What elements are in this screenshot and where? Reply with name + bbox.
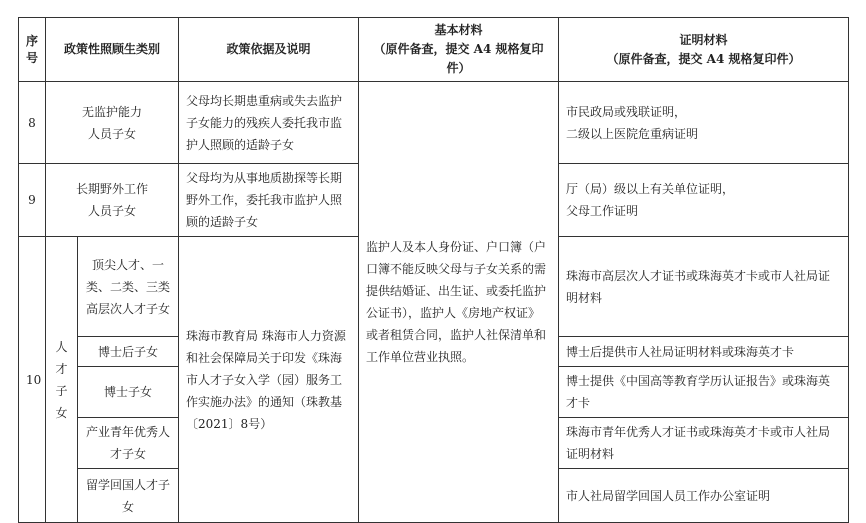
header-proof <box>559 18 849 82</box>
talent-basis: 珠海市教育局 珠海市人力资源和社会保障局关于印发《珠海市人才子女入学（园）服务工作实施办法》的通知（珠教基〔2021〕8号） <box>179 237 359 523</box>
header-basic-sub: （原件备查，提交 A4 规格复印件） <box>373 42 544 75</box>
header-basic-title: 基本材料 <box>434 23 483 37</box>
header-proof-title: 证明材料 <box>679 32 728 47</box>
basic-materials-cell: 监护人及本人身份证、户口簿（户口簿不能反映父母与子女关系的需提供结婚证、出生证、或委托监护公证书），监护人《房地产权证》或者租赁合同，监护人社保清单和工作单位营业执照。 <box>359 82 559 523</box>
row-basis: 父母均长期患重病或失去监护子女能力的残疾人委托我市监护人照顾的适龄子女 <box>179 82 359 164</box>
header-category: 政策性照顾生类别 <box>46 18 179 82</box>
talent-proof: 博士后提供市人社局证明材料或珠海英才卡 <box>559 337 849 367</box>
talent-group-char: 女 <box>55 405 68 420</box>
talent-group-char: 才 <box>55 361 68 376</box>
header-seq <box>19 18 46 82</box>
row-seq: 8 <box>19 82 46 164</box>
talent-proof: 市人社局留学回国人员工作办公室证明 <box>559 469 849 523</box>
row-seq: 9 <box>19 164 46 237</box>
talent-group-label <box>46 237 78 523</box>
talent-proof: 珠海市高层次人才证书或珠海英才卡或市人社局证明材料 <box>559 237 849 337</box>
header-row <box>19 18 849 82</box>
header-seq-bottom: 号 <box>26 50 39 65</box>
talent-category: 留学回国人才子女 <box>78 469 179 523</box>
row-category: 长期野外工作 人员子女 <box>46 164 179 237</box>
row-proof: 厅（局）级以上有关单位证明， 父母工作证明 <box>559 164 849 237</box>
row-proof: 市民政局或残联证明， 二级以上医院危重病证明 <box>559 82 849 164</box>
talent-category: 博士后子女 <box>78 337 179 367</box>
policy-table <box>18 17 849 523</box>
table-row <box>19 82 849 164</box>
talent-category: 产业青年优秀人才子女 <box>78 418 179 469</box>
header-basic <box>359 18 559 82</box>
talent-group-char: 人 <box>55 339 68 354</box>
header-seq-top: 序 <box>26 33 39 48</box>
row-category: 无监护能力 人员子女 <box>46 82 179 164</box>
row-basis: 父母均为从事地质勘探等长期野外工作，委托我市监护人照顾的适龄子女 <box>179 164 359 237</box>
talent-proof: 珠海市青年优秀人才证书或珠海英才卡或市人社局证明材料 <box>559 418 849 469</box>
talent-category: 顶尖人才、一类、二类、三类高层次人才子女 <box>78 237 179 337</box>
header-basis: 政策依据及说明 <box>179 18 359 82</box>
talent-group-char: 子 <box>55 383 68 398</box>
header-proof-sub: （原件备查，提交 A4 规格复印件） <box>606 51 801 66</box>
talent-proof: 博士提供《中国高等教育学历认证报告》或珠海英才卡 <box>559 367 849 418</box>
talent-category: 博士子女 <box>78 367 179 418</box>
row-seq: 10 <box>19 237 46 523</box>
